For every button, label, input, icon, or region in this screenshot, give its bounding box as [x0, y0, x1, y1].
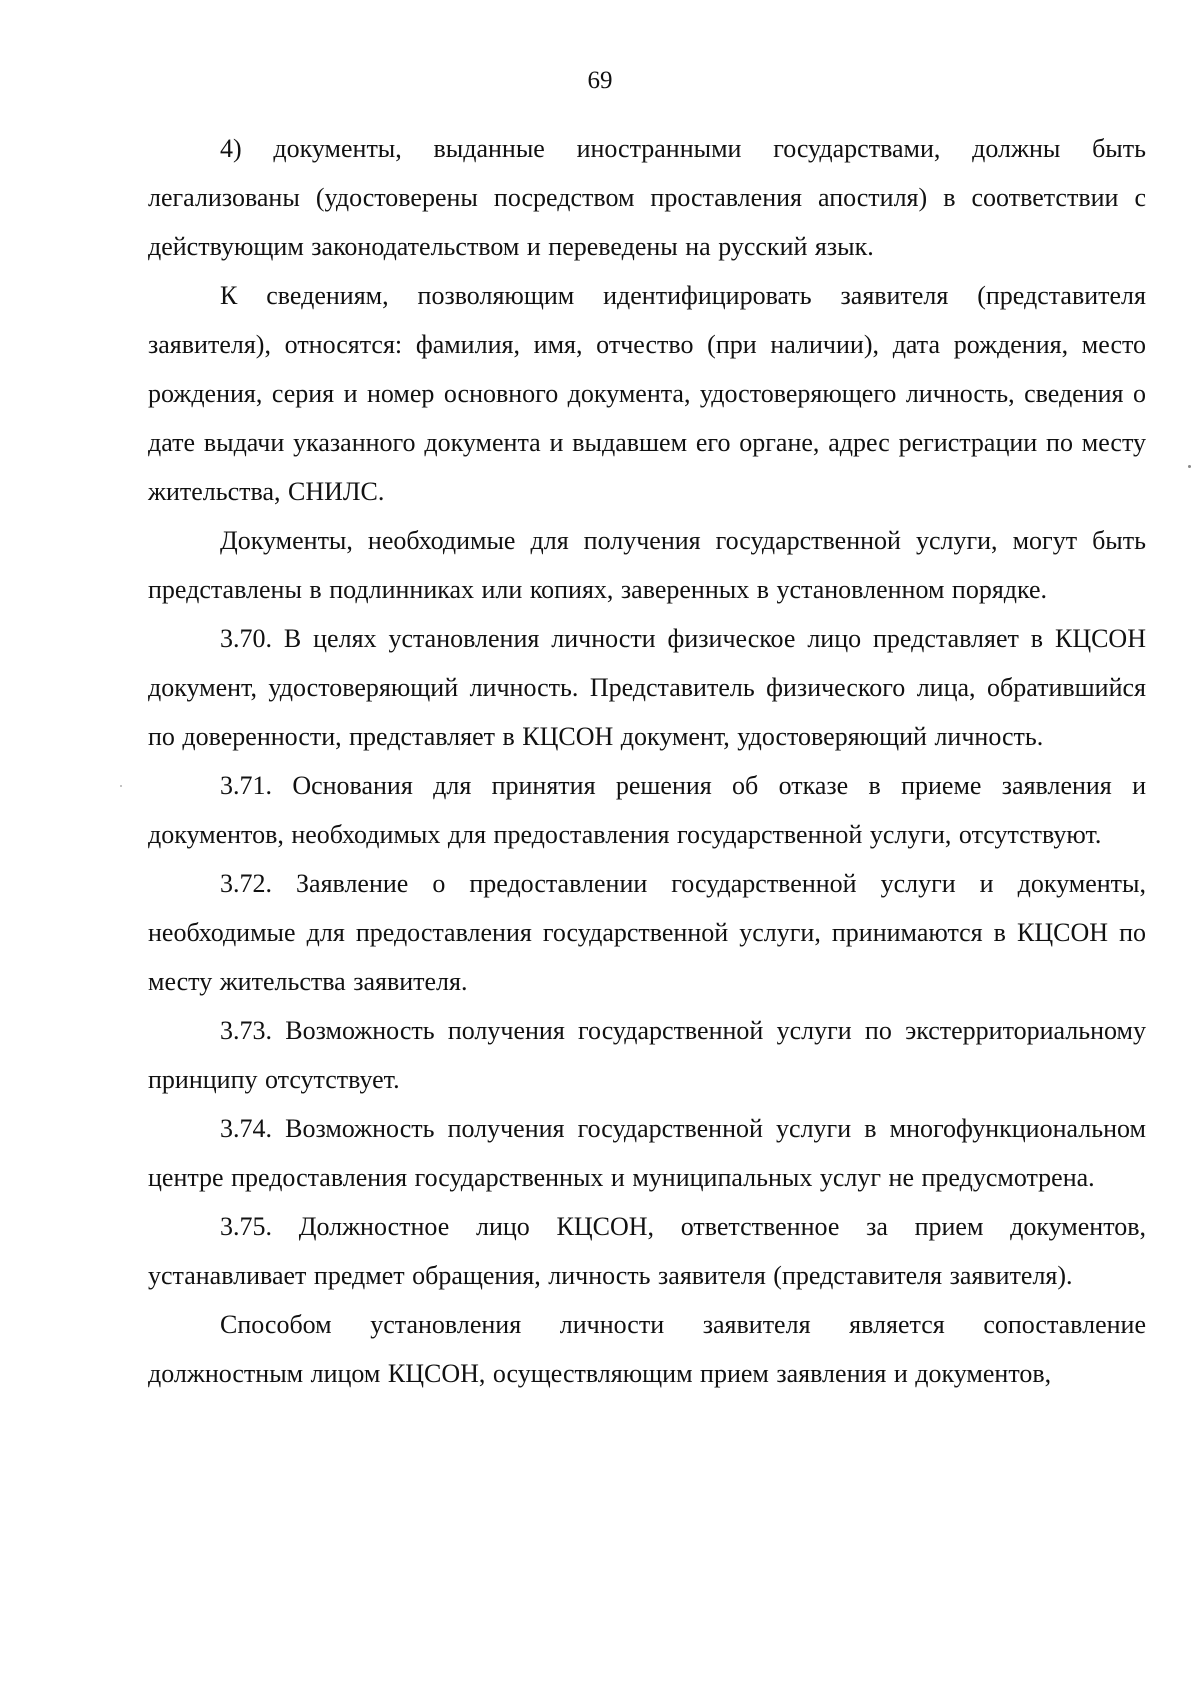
- paragraph-3-70: 3.70. В целях установления личности физическое лицо представляет в КЦСОН документ, удостоверяющий личность. Представитель физического лица, обратившийся по доверенности, представляет в КЦСОН документ, удостоверяющий личность.: [148, 624, 1146, 751]
- paragraph-3-74: 3.74. Возможность получения государственной услуги в многофункциональном центре предоставления государственных и муниципальных услуг не предусмотрена.: [148, 1114, 1146, 1192]
- paragraph-3-72: 3.72. Заявление о предоставлении государственной услуги и документы, необходимые для предоставления государственной услуги, принимаются в КЦСОН по месту жительства заявителя.: [148, 869, 1146, 996]
- paragraph-3-75: 3.75. Должностное лицо КЦСОН, ответственное за прием документов, устанавливает предмет обращения, личность заявителя (представителя заявителя).: [148, 1212, 1146, 1290]
- paragraph-3-73: 3.73. Возможность получения государственной услуги по экстерриториальному принципу отсутствует.: [148, 1016, 1146, 1094]
- document-body: [148, 124, 1146, 1398]
- paragraph-identification-method: Способом установления личности заявителя является сопоставление должностным лицом КЦСОН, осуществляющим прием заявления и документов,: [148, 1310, 1146, 1388]
- scan-speck: [120, 785, 122, 787]
- paragraph-3-71: 3.71. Основания для принятия решения об отказе в приеме заявления и документов, необходимых для предоставления государственной услуги, отсутствуют.: [148, 771, 1146, 849]
- paragraph-applicant-identification: К сведениям, позволяющим идентифицировать заявителя (представителя заявителя), относятся: фамилия, имя, отчество (при наличии), дата рождения, место рождения, серия и номер основного документа, удостоверяющего личность, сведения о дате выдачи указанного документа и выдавшем его органе, адрес регистрации по месту жительства, СНИЛС.: [148, 281, 1146, 506]
- paragraph-foreign-documents: 4) документы, выданные иностранными государствами, должны быть легализованы (удостоверены посредством проставления апостиля) в соответствии с действующим законодательством и переведены на русский язык.: [148, 134, 1146, 261]
- paragraph-document-forms: Документы, необходимые для получения государственной услуги, могут быть представлены в подлинниках или копиях, заверенных в установленном порядке.: [148, 526, 1146, 604]
- page-number: 69: [587, 67, 613, 94]
- scan-speck: [1188, 465, 1191, 468]
